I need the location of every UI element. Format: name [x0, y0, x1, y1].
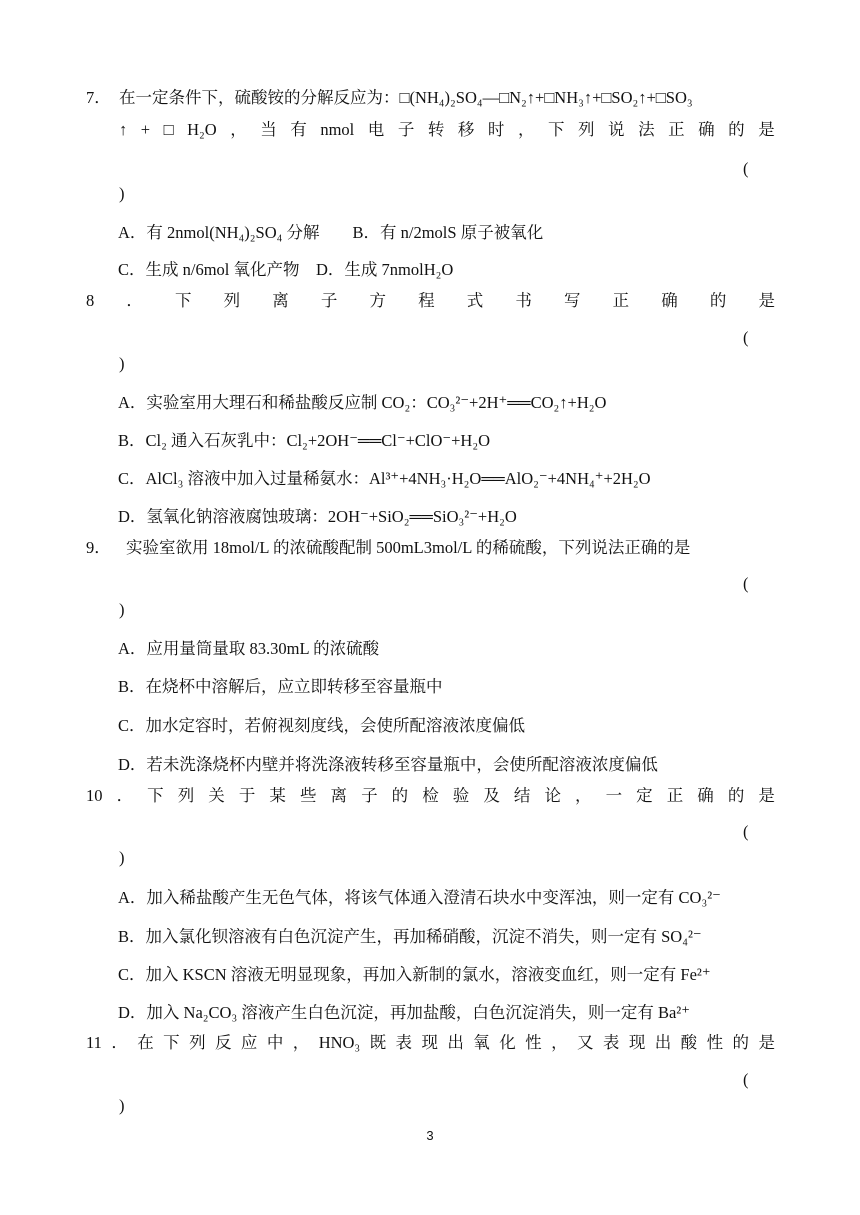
stem-token: 些 — [299, 786, 317, 805]
stem-token: 子 — [397, 120, 415, 139]
stem-token: 论 — [544, 786, 561, 805]
stem-token: 性 — [525, 1033, 542, 1052]
stem-token: 化 — [499, 1033, 516, 1052]
q7-option-line-2: C．生成 n/6mol 氧化产物 D．生成 7nmolH₂O — [118, 260, 454, 279]
stem-token: 在 — [137, 1033, 154, 1052]
stem-token: 下 — [175, 291, 192, 310]
stem-token: 正 — [668, 120, 685, 139]
stem-token: 移 — [457, 120, 475, 139]
stem-token: 列 — [189, 1033, 206, 1052]
stem-token: 确 — [698, 120, 715, 139]
stem-token: 于 — [238, 786, 256, 805]
stem-token: 结 — [513, 786, 531, 805]
q8-option-a: A．实验室用大理石和稀盐酸反应制 CO₂：CO₃²⁻+2H⁺══CO₂↑+H₂O — [118, 393, 607, 412]
stem-token: 反 — [215, 1033, 232, 1052]
stem-token: 及 — [483, 786, 500, 805]
stem-token: 关 — [208, 786, 225, 805]
stem-token: 转 — [427, 120, 445, 139]
stem-token: H₂O — [187, 120, 217, 139]
stem-token: 式 — [466, 291, 484, 310]
stem-token: 子 — [320, 291, 338, 310]
stem-token: 中 — [266, 1033, 284, 1052]
q8-option-b: B．Cl₂ 通入石灰乳中：Cl₂+2OH⁻══Cl⁻+ClO⁻+H₂O — [118, 431, 490, 450]
stem-token: 酸 — [680, 1033, 698, 1052]
stem-token: 现 — [421, 1033, 438, 1052]
stem-token: 一 — [605, 786, 623, 805]
stem-token: + — [140, 120, 151, 139]
stem-token: 性 — [706, 1033, 724, 1052]
stem-token: 正 — [666, 786, 684, 805]
stem-token: 的 — [728, 120, 745, 139]
q7-stem-line2 — [119, 118, 775, 142]
stem-token: ， — [517, 120, 535, 139]
stem-token: 书 — [515, 291, 532, 310]
q7-stem-line1: 在一定条件下，硫酸铵的分解反应为：□(NH₄)₂SO₄—□N₂↑+□NH₃↑+□SO₂↑+□SO₃ — [119, 88, 693, 107]
stem-token: 电 — [367, 120, 385, 139]
stem-token: 说 — [608, 120, 625, 139]
stem-token: 既 — [369, 1033, 387, 1052]
q9-stem: 实验室欲用 18mol/L 的浓硫酸配制 500mL3mol/L 的稀硫酸，下列说法正确的是 — [126, 538, 691, 557]
q9-option-c: C．加水定容时，若俯视刻度线，会使所配溶液浓度偏低 — [118, 716, 526, 735]
q11-open-paren: ( — [743, 1070, 749, 1089]
stem-token: ， — [292, 1033, 310, 1052]
stem-token: 列 — [177, 786, 195, 805]
stem-token: ↑ — [119, 120, 128, 139]
q8-close-paren: ) — [119, 354, 125, 373]
q8-open-paren: ( — [743, 328, 749, 347]
stem-token: HNO₃ — [318, 1033, 361, 1052]
q10-stem — [86, 784, 775, 808]
q7-open-paren: ( — [743, 159, 749, 178]
stem-token: nmol — [320, 120, 355, 139]
q8-option-d: D．氢氧化钠溶液腐蚀玻璃：2OH⁻+SiO₂══SiO₃²⁻+H₂O — [118, 507, 517, 526]
q11-stem — [86, 1031, 775, 1055]
stem-token: 下 — [163, 1033, 180, 1052]
stem-token: 列 — [578, 120, 595, 139]
stem-token: 法 — [638, 120, 655, 139]
stem-token: 子 — [361, 786, 378, 805]
stem-token: ． — [116, 786, 134, 805]
stem-token: 有 — [290, 120, 307, 139]
q10-option-d: D．加入 Na₂CO₃ 溶液产生白色沉淀，再加盐酸，白色沉淀消失，则一定有 Ba²⁺ — [118, 1003, 690, 1022]
stem-token: 下 — [547, 120, 565, 139]
stem-token: 当 — [260, 120, 277, 139]
q9-option-b: B．在烧杯中溶解后，应立即转移至容量瓶中 — [118, 677, 443, 696]
stem-token: 确 — [661, 291, 678, 310]
q7-close-paren: ) — [119, 184, 125, 203]
stem-token: 离 — [330, 786, 347, 805]
q7-number: 7． — [86, 88, 111, 107]
q9-open-paren: ( — [743, 574, 749, 593]
q8-stem — [86, 289, 775, 313]
stem-token: ． — [126, 291, 143, 310]
stem-token: 的 — [732, 1033, 750, 1052]
q10-close-paren: ) — [119, 848, 125, 867]
q10-option-b: B．加入氯化钡溶液有白色沉淀产生，再加稀硝酸，沉淀不消失，则一定有 SO₄²⁻ — [118, 927, 702, 946]
stem-token: 现 — [628, 1033, 646, 1052]
q9-option-a: A．应用量筒量取 83.30mL 的浓硫酸 — [118, 639, 380, 658]
stem-token: ， — [575, 786, 592, 805]
stem-token: 正 — [612, 291, 630, 310]
stem-token: 是 — [758, 291, 775, 310]
q8-option-c: C．AlCl₃ 溶液中加入过量稀氨水：Al³⁺+4NH₃·H₂O══AlO₂⁻+4NH₄⁺+2H₂O — [118, 469, 651, 488]
stem-token: 是 — [758, 120, 775, 139]
stem-token: 程 — [418, 291, 435, 310]
stem-token: ， — [230, 120, 247, 139]
stem-token: 是 — [758, 1033, 775, 1052]
q10-option-c: C．加入 KSCN 溶液无明显现象，再加入新制的氯水，溶液变血红，则一定有 Fe²⁺ — [118, 965, 711, 984]
stem-token: 又 — [576, 1033, 594, 1052]
stem-token: 列 — [223, 291, 241, 310]
stem-token: 表 — [602, 1033, 620, 1052]
stem-token: 验 — [452, 786, 470, 805]
stem-token: 是 — [758, 786, 775, 805]
stem-token: 氧 — [473, 1033, 490, 1052]
stem-token: 写 — [564, 291, 581, 310]
stem-token: 的 — [709, 291, 727, 310]
q10-open-paren: ( — [743, 822, 749, 841]
q9-close-paren: ) — [119, 600, 125, 619]
stem-token: 某 — [269, 786, 286, 805]
stem-token: 定 — [636, 786, 653, 805]
stem-token: 的 — [727, 786, 745, 805]
stem-token: 10 — [86, 786, 103, 805]
stem-token: 出 — [654, 1033, 672, 1052]
stem-token: 下 — [147, 786, 164, 805]
stem-token: ， — [551, 1033, 568, 1052]
stem-token: □ — [163, 120, 174, 139]
stem-token: 出 — [447, 1033, 464, 1052]
q10-option-a: A．加入稀盐酸产生无色气体，将该气体通入澄清石块水中变浑浊，则一定有 CO₃²⁻ — [118, 888, 721, 907]
stem-token: 时 — [487, 120, 505, 139]
stem-token: ． — [111, 1033, 128, 1052]
stem-token: 11 — [86, 1033, 102, 1052]
page-number: 3 — [426, 1128, 434, 1143]
stem-token: 的 — [391, 786, 409, 805]
stem-token: 检 — [422, 786, 439, 805]
q7-option-line-1: A．有 2nmol(NH₄)₂SO₄ 分解 B．有 n/2molS 原子被氧化 — [118, 223, 544, 242]
q11-close-paren: ) — [119, 1096, 125, 1115]
q9-option-d: D．若未洗涤烧杯内壁并将洗涤液转移至容量瓶中，会使所配溶液浓度偏低 — [118, 755, 658, 774]
stem-token: 8 — [86, 291, 95, 310]
stem-token: 表 — [395, 1033, 413, 1052]
q9-number: 9． — [86, 538, 111, 557]
stem-token: 确 — [697, 786, 714, 805]
stem-token: 应 — [240, 1033, 258, 1052]
stem-token: 离 — [272, 291, 289, 310]
stem-token: 方 — [369, 291, 386, 310]
